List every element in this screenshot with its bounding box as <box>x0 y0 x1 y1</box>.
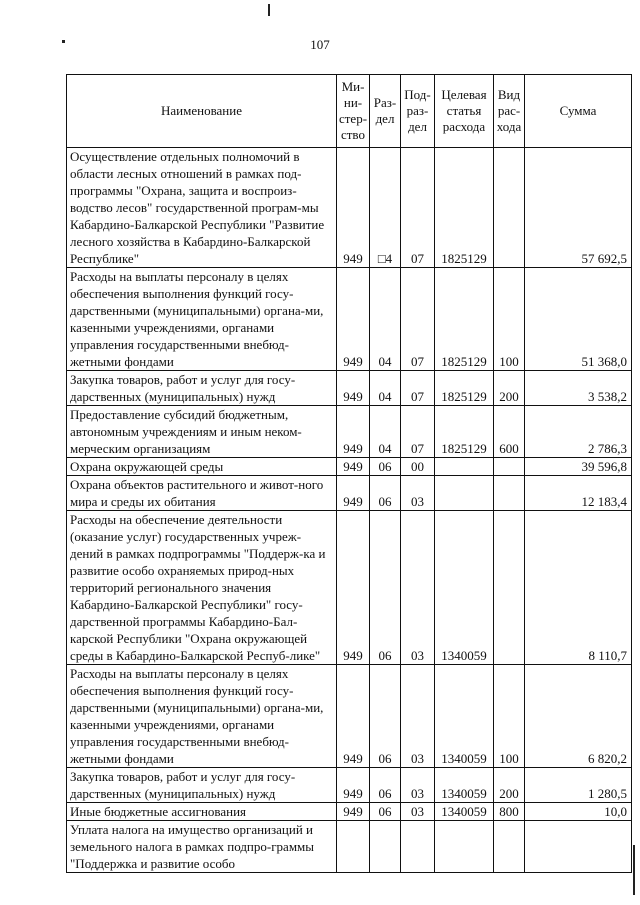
header-ministry: Ми- ни- стер- ство <box>337 75 370 148</box>
row-ministry: 949 <box>337 371 370 406</box>
row-sum: 2 786,3 <box>525 406 632 458</box>
table-row <box>67 803 632 821</box>
row-name: Закупка товаров, работ и услуг для госу-дарственных (муниципальных) нужд <box>67 371 337 406</box>
row-subsection <box>401 821 435 873</box>
header-type: Вид рас- хода <box>494 75 525 148</box>
scan-mark-top <box>268 4 270 16</box>
row-section: 06 <box>370 768 401 803</box>
row-section: 06 <box>370 476 401 511</box>
header-name: Наименование <box>67 75 337 148</box>
row-type: 200 <box>494 371 525 406</box>
row-name: Расходы на выплаты персоналу в целях обеспечения выполнения функций госу-дарственными (муниципальными) органа-ми, казенными учреждениями, органами управления государственными внебюд-жетными фондами <box>67 665 337 768</box>
table-row <box>67 821 632 873</box>
row-subsection: 07 <box>401 371 435 406</box>
row-section: 06 <box>370 803 401 821</box>
header-section: Раз- дел <box>370 75 401 148</box>
row-subsection: 03 <box>401 476 435 511</box>
row-type <box>494 148 525 268</box>
table-row <box>67 406 632 458</box>
row-sum <box>525 821 632 873</box>
row-subsection: 07 <box>401 148 435 268</box>
table-row <box>67 476 632 511</box>
row-ministry: 949 <box>337 406 370 458</box>
row-name: Уплата налога на имущество организаций и земельного налога в рамках подпро-граммы "Поддержка и развитие особо <box>67 821 337 873</box>
row-section: 06 <box>370 511 401 665</box>
row-subsection: 00 <box>401 458 435 476</box>
row-ministry: 949 <box>337 665 370 768</box>
row-target <box>435 476 494 511</box>
row-target: 1340059 <box>435 803 494 821</box>
row-subsection: 03 <box>401 768 435 803</box>
row-target: 1340059 <box>435 511 494 665</box>
row-sum: 57 692,5 <box>525 148 632 268</box>
row-sum: 12 183,4 <box>525 476 632 511</box>
row-type <box>494 476 525 511</box>
table-row <box>67 768 632 803</box>
row-target <box>435 821 494 873</box>
table-row <box>67 371 632 406</box>
row-target: 1825129 <box>435 268 494 371</box>
row-sum: 10,0 <box>525 803 632 821</box>
row-sum: 6 820,2 <box>525 665 632 768</box>
row-name: Охрана окружающей среды <box>67 458 337 476</box>
table-row <box>67 148 632 268</box>
row-type <box>494 458 525 476</box>
row-ministry: 949 <box>337 268 370 371</box>
row-subsection: 03 <box>401 665 435 768</box>
row-name: Расходы на выплаты персоналу в целях обеспечения выполнения функций госу-дарственными (муниципальными) органа-ми, казенными учреждениями, органами управления государственными внебюд-жетными фондами <box>67 268 337 371</box>
row-subsection: 07 <box>401 268 435 371</box>
row-target: 1340059 <box>435 665 494 768</box>
table-header-row <box>67 75 632 148</box>
row-type: 100 <box>494 665 525 768</box>
row-name: Осуществление отдельных полномочий в области лесных отношений в рамках под-программы "Охрана, защита и воспроиз-водство лесов" государственной програм-мы Кабардино-Балкарской Республики "Развитие лесного хозяйства в Кабардино-Балкарской Республике" <box>67 148 337 268</box>
row-subsection: 03 <box>401 511 435 665</box>
page-number: 107 <box>310 37 330 52</box>
row-section: 04 <box>370 371 401 406</box>
row-name: Предоставление субсидий бюджетным, автономным учреждениям и иным неком-мерческим организациям <box>67 406 337 458</box>
row-target <box>435 458 494 476</box>
row-section <box>370 821 401 873</box>
row-ministry: 949 <box>337 476 370 511</box>
row-target: 1340059 <box>435 768 494 803</box>
row-type: 100 <box>494 268 525 371</box>
row-sum: 8 110,7 <box>525 511 632 665</box>
table-row <box>67 665 632 768</box>
row-section: 06 <box>370 458 401 476</box>
row-section: 06 <box>370 665 401 768</box>
row-section: □4 <box>370 148 401 268</box>
table-row <box>67 458 632 476</box>
header-target: Целевая статья расхода <box>435 75 494 148</box>
scan-edge-right <box>633 845 635 895</box>
row-target: 1825129 <box>435 148 494 268</box>
row-type: 200 <box>494 768 525 803</box>
row-name: Расходы на обеспечение деятельности (оказание услуг) государственных учреж-дений в рамках подпрограммы "Поддерж-ка и развитие особо охраняемых природ-ных территорий регионального значения Кабардино-Балкарской Республики" госу-дарственной программы Кабардино-Бал-карской Республики "Охрана окружающей среды в Кабардино-Балкарской Респуб-лике" <box>67 511 337 665</box>
row-name: Охрана объектов растительного и живот-ного мира и среды их обитания <box>67 476 337 511</box>
header-sum: Сумма <box>525 75 632 148</box>
table-row <box>67 511 632 665</box>
row-target: 1825129 <box>435 371 494 406</box>
row-ministry: 949 <box>337 148 370 268</box>
row-sum: 1 280,5 <box>525 768 632 803</box>
row-name: Иные бюджетные ассигнования <box>67 803 337 821</box>
budget-table <box>66 74 632 873</box>
row-sum: 51 368,0 <box>525 268 632 371</box>
row-sum: 3 538,2 <box>525 371 632 406</box>
row-subsection: 03 <box>401 803 435 821</box>
row-ministry: 949 <box>337 768 370 803</box>
row-ministry: 949 <box>337 458 370 476</box>
row-ministry: 949 <box>337 511 370 665</box>
table-row <box>67 268 632 371</box>
row-ministry <box>337 821 370 873</box>
row-type <box>494 511 525 665</box>
row-type: 600 <box>494 406 525 458</box>
row-sum: 39 596,8 <box>525 458 632 476</box>
row-ministry: 949 <box>337 803 370 821</box>
row-type: 800 <box>494 803 525 821</box>
row-subsection: 07 <box>401 406 435 458</box>
row-type <box>494 821 525 873</box>
row-target: 1825129 <box>435 406 494 458</box>
header-subsection: Под- раз- дел <box>401 75 435 148</box>
row-section: 04 <box>370 268 401 371</box>
row-section: 04 <box>370 406 401 458</box>
row-name: Закупка товаров, работ и услуг для госу-дарственных (муниципальных) нужд <box>67 768 337 803</box>
